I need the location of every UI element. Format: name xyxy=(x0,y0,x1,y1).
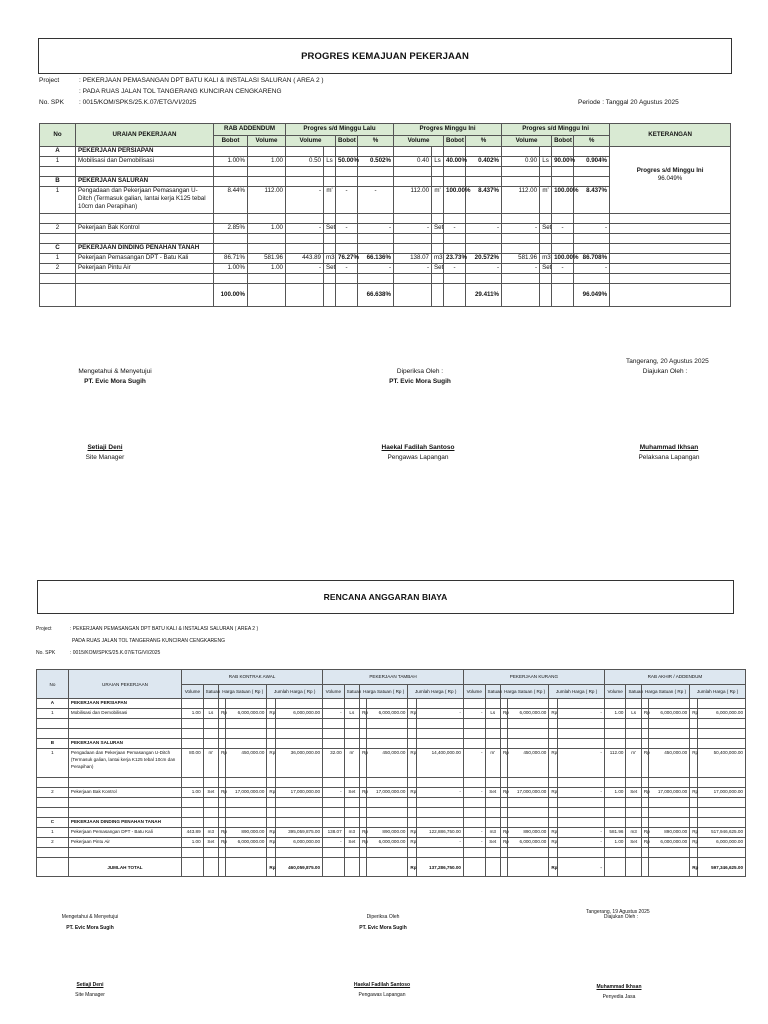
rab-date: Tangerang, 19 Agustus 2025 xyxy=(586,909,650,915)
table-cell: 581.96 xyxy=(604,828,626,838)
sub-harga: Harga Satuan ( Rp ) xyxy=(500,684,548,699)
table-cell: Rp xyxy=(408,838,416,848)
col-no: No xyxy=(40,124,76,147)
sub-satuan: Satuan xyxy=(485,684,500,699)
table-cell: C xyxy=(37,818,69,828)
table-cell: Pekerjaan Pintu Air xyxy=(68,838,181,848)
table-cell: Set xyxy=(626,838,641,848)
table-cell: Rp xyxy=(690,828,698,838)
table-cell: 6,000,000.00 xyxy=(226,709,267,719)
table-cell: - xyxy=(323,788,345,798)
table-cell: 1.00 xyxy=(604,838,626,848)
rab-sig-left: Mengetahui & Menyetujui PT. Evic Mora Sugih xyxy=(61,914,119,931)
table-cell: Ls xyxy=(203,709,218,719)
table-cell: 460,059,875.00 xyxy=(275,858,322,877)
table-cell: Rp xyxy=(360,788,367,798)
table-cell: Rp xyxy=(690,788,698,798)
rab-title: RENCANA ANGGARAN BIAYA xyxy=(37,580,734,614)
table-cell: 890,000.00 xyxy=(226,828,267,838)
table-cell: - xyxy=(416,709,463,719)
table-row xyxy=(37,749,746,778)
table-cell: Rp xyxy=(549,828,557,838)
table-cell: Rp xyxy=(408,749,416,778)
table-cell: PEKERJAAN PERSIAPAN xyxy=(68,699,181,709)
table-cell: Rp xyxy=(641,709,648,719)
col-akhir: RAB AKHIR / ADDENDUM xyxy=(604,670,745,685)
sub-volume: Volume xyxy=(323,684,345,699)
table-cell: 17,000,000.00 xyxy=(367,788,408,798)
table-cell: Rp xyxy=(500,828,507,838)
table-cell: 17,000,000.00 xyxy=(275,788,322,798)
sub-jumlah: Jumlah Harga ( Rp ) xyxy=(408,684,464,699)
col-lalu: Progres s/d Minggu Lalu xyxy=(286,124,394,136)
table-row: 1 Mobilisasi dan Demobilisasi 1.00% 1.00 0.50 Ls 50.00% 0.502% 0.40 Ls 40.00% 0.402% 0.90 Ls 90.00% 0.904% xyxy=(40,157,731,167)
col-rab: RAB ADDENDUM xyxy=(214,124,286,136)
table-cell: - xyxy=(463,838,485,848)
table-cell: 6,000,000.00 xyxy=(275,709,322,719)
table-cell: 17,000,000.00 xyxy=(649,788,690,798)
table-row xyxy=(37,818,746,828)
table-cell: Set xyxy=(203,838,218,848)
table-cell: Rp xyxy=(690,709,698,719)
sub-harga: Harga Satuan ( Rp ) xyxy=(641,684,689,699)
rab-sig-right: Diajukan Oleh : xyxy=(603,914,639,920)
table-cell: m3 xyxy=(203,828,218,838)
progress-header-row xyxy=(40,124,731,136)
table-cell: Rp xyxy=(267,709,275,719)
table-cell: - xyxy=(557,838,604,848)
keterangan-cell: Progres s/d Minggu Ini 96.049% xyxy=(610,167,731,214)
table-cell: 2 xyxy=(37,838,69,848)
table-cell: 6,000,000.00 xyxy=(698,709,746,719)
table-cell: 1.00 xyxy=(604,709,626,719)
table-row-empty xyxy=(37,798,746,808)
table-cell: Rp xyxy=(549,838,557,848)
col-uraian: URAIAN PEKERJAAN xyxy=(68,670,181,699)
table-row-empty xyxy=(40,274,731,284)
table-row: C PEKERJAAN DINDING PENAHAN TANAH xyxy=(40,244,731,254)
table-cell: Rp xyxy=(408,828,416,838)
col-kontrak-awal: RAB KONTRAK AWAL xyxy=(182,670,323,685)
table-cell: Rp xyxy=(690,858,698,877)
table-cell: Rp xyxy=(360,749,367,778)
rab-sig-mid: Diperiksa Oleh PT. Evic Mora Sugih xyxy=(359,914,407,931)
table-cell: Rp xyxy=(267,749,275,778)
sub-jumlah: Jumlah Harga ( Rp ) xyxy=(549,684,605,699)
table-row: 2 Pekerjaan Bak Kontrol 2.85% 1.00 - Set - - - Set - - - Set - - xyxy=(40,224,731,234)
table-cell: - xyxy=(416,788,463,798)
table-cell: Rp xyxy=(267,838,275,848)
table-cell: 2 xyxy=(37,788,69,798)
table-cell: Rp xyxy=(360,828,367,838)
table-row-empty xyxy=(37,729,746,739)
table-cell: 450,000.00 xyxy=(649,749,690,778)
progress-date: Tangerang, 20 Agustus 2025 xyxy=(626,358,709,365)
sub-pct: % xyxy=(574,135,610,147)
table-cell: 890,000.00 xyxy=(367,828,408,838)
table-cell: 6,000,000.00 xyxy=(508,709,549,719)
table-cell: Set xyxy=(485,838,500,848)
table-cell: m3 xyxy=(344,828,359,838)
progress-title: PROGRES KEMAJUAN PEKERJAAN xyxy=(38,38,732,74)
sub-satuan: Satuan xyxy=(626,684,641,699)
table-cell: Set xyxy=(626,788,641,798)
table-cell: - xyxy=(463,749,485,778)
table-cell: m' xyxy=(485,749,500,778)
sub-volume: Volume xyxy=(248,135,286,147)
rab-meta: Project : PEKERJAAN PEMASANGAN DPT BATU KALI & INSTALASI SALURAN ( AREA 2 ) PADA RUAS JALAN TOL TANGERANG KUNCIRAN CENGKARENG No. SPK : 0015/KOM/SPKS/25.K.07/ETG/VI/2025 xyxy=(36,626,259,656)
progress-meta: Project : PEKERJAAN PEMASANGAN DPT BATU KALI & INSTALASI SALURAN ( AREA 2 ) : PADA RUAS JALAN TOL TANGERANG KUNCIRAN CENGKARENG No. SPK : 0015/KOM/SPKS/25.K.07/ETG/VI/2025 xyxy=(39,77,324,106)
table-cell: - xyxy=(463,788,485,798)
table-cell: 517,946,625.00 xyxy=(698,828,746,838)
rab-table xyxy=(36,669,746,877)
table-cell: 1 xyxy=(37,828,69,838)
sub-harga: Harga Satuan ( Rp ) xyxy=(360,684,408,699)
sub-volume: Volume xyxy=(182,684,204,699)
table-row-empty xyxy=(40,214,731,224)
table-cell: Ls xyxy=(485,709,500,719)
table-cell: Rp xyxy=(549,788,557,798)
progress-total-row: 100.00% 66.638% 29.411% 96.049% xyxy=(40,284,731,307)
sub-satuan: Satuan xyxy=(203,684,218,699)
table-row-empty xyxy=(40,167,731,177)
rab-signer-mid: Haekal Fadilah Santoso Pengawas Lapangan xyxy=(353,982,411,998)
col-keterangan: KETERANGAN xyxy=(610,124,731,147)
progress-table xyxy=(39,123,731,307)
table-cell: Rp xyxy=(267,858,275,877)
table-cell: 14,400,000.00 xyxy=(416,749,463,778)
table-cell: Rp xyxy=(219,838,226,848)
sub-pct: % xyxy=(358,135,394,147)
table-cell: Ls xyxy=(344,709,359,719)
table-cell: 450,000.00 xyxy=(367,749,408,778)
table-cell: 450,000.00 xyxy=(226,749,267,778)
table-cell: Rp xyxy=(408,709,416,719)
col-no: No xyxy=(37,670,69,699)
table-row: A PEKERJAAN PERSIAPAN xyxy=(40,147,731,157)
table-cell: 122,886,750.00 xyxy=(416,828,463,838)
table-cell: Rp xyxy=(500,749,507,778)
table-cell: 112.00 xyxy=(604,749,626,778)
table-cell: m' xyxy=(626,749,641,778)
table-row-empty xyxy=(37,848,746,858)
table-cell: 890,000.00 xyxy=(508,828,549,838)
table-cell: Rp xyxy=(500,788,507,798)
rab-signer-left: Setiaji Deni Site Manager xyxy=(75,982,105,998)
table-cell: Rp xyxy=(219,709,226,719)
sub-volume: Volume xyxy=(463,684,485,699)
table-cell: 6,000,000.00 xyxy=(367,709,408,719)
table-cell: 443.89 xyxy=(182,828,204,838)
progress-sig-left: Mengetahui & Menyetujui PT. Evic Mora Sugih xyxy=(78,368,152,385)
table-row xyxy=(37,828,746,838)
table-cell: 17,000,000.00 xyxy=(508,788,549,798)
table-cell: - xyxy=(323,838,345,848)
table-row: 1 Pekerjaan Pemasangan DPT - Batu Kali 86.71% 581.96 443.89 m3 76.27% 66.136% 138.07 m3 23.73% 20.572% 581.96 m3 100.00% 86.708% xyxy=(40,254,731,264)
table-cell: 6,000,000.00 xyxy=(649,838,690,848)
table-cell: Ls xyxy=(626,709,641,719)
table-row xyxy=(37,788,746,798)
table-cell: 395,059,875.00 xyxy=(275,828,322,838)
table-row-empty xyxy=(37,808,746,818)
table-cell: 1.00 xyxy=(604,788,626,798)
rab-signer-right: Muhammad Ikhsan Penyedia Jasa xyxy=(596,984,642,1000)
progress-signer-mid: Haekal Fadilah Santoso Pengawas Lapangan xyxy=(381,444,455,461)
table-cell: - xyxy=(323,709,345,719)
table-cell: 36,000,000.00 xyxy=(275,749,322,778)
table-cell: 890,000.00 xyxy=(649,828,690,838)
sub-bobot: Bobot xyxy=(444,135,466,147)
table-cell: Rp xyxy=(549,709,557,719)
progress-signer-left: Setiaji Deni Site Manager xyxy=(85,444,125,461)
sub-volume: Volume xyxy=(502,135,552,147)
table-cell: 1.00 xyxy=(182,788,204,798)
table-cell: Rp xyxy=(641,749,648,778)
table-cell: 80.00 xyxy=(182,749,204,778)
table-row: 2 Pekerjaan Pintu Air 1.00% 1.00 - Set - - - Set - - - Set - - xyxy=(40,264,731,274)
sub-pct: % xyxy=(466,135,502,147)
table-row xyxy=(37,838,746,848)
sub-harga: Harga Satuan ( Rp ) xyxy=(219,684,267,699)
sub-volume: Volume xyxy=(394,135,444,147)
table-cell: Rp xyxy=(408,858,416,877)
sub-bobot: Bobot xyxy=(214,135,248,147)
col-ini: Progres Minggu Ini xyxy=(394,124,502,136)
table-cell: - xyxy=(463,828,485,838)
progress-signer-right: Muhammad Ikhsan Pelaksana Lapangan xyxy=(638,444,700,461)
table-cell: 138.07 xyxy=(323,828,345,838)
table-cell: m3 xyxy=(485,828,500,838)
table-row: B PEKERJAAN SALURAN xyxy=(40,177,731,187)
table-cell: Rp xyxy=(549,858,557,877)
table-cell: PEKERJAAN SALURAN xyxy=(68,739,181,749)
table-cell: B xyxy=(37,739,69,749)
table-cell: 1 xyxy=(37,749,69,778)
table-cell: Rp xyxy=(219,828,226,838)
table-cell: Rp xyxy=(219,788,226,798)
table-cell: Pekerjaan Bak Kontrol xyxy=(68,788,181,798)
table-row-empty xyxy=(37,778,746,788)
table-cell: Pekerjaan Pemasangan DPT - Batu Kali xyxy=(68,828,181,838)
table-cell: 17,000,000.00 xyxy=(226,788,267,798)
table-cell: - xyxy=(557,828,604,838)
table-cell: 6,000,000.00 xyxy=(367,838,408,848)
table-cell: 6,000,000.00 xyxy=(649,709,690,719)
sub-jumlah: Jumlah Harga ( Rp ) xyxy=(690,684,746,699)
table-cell: Set xyxy=(344,788,359,798)
table-cell: Rp xyxy=(641,838,648,848)
table-cell: Rp xyxy=(219,749,226,778)
progress-sig-mid: Diperiksa Oleh : PT. Evic Mora Sugih xyxy=(389,368,451,385)
table-cell: PEKERJAAN DINDING PENAHAN TANAH xyxy=(68,818,181,828)
table-cell: 6,000,000.00 xyxy=(508,838,549,848)
col-tambah: PEKERJAAN TAMBAH xyxy=(323,670,464,685)
table-cell: - xyxy=(416,838,463,848)
table-cell: A xyxy=(37,699,69,709)
table-row-empty xyxy=(40,234,731,244)
table-cell: Pengadaan dan Pekerjaan Pemasangan U-Ditch (Termasuk galian, lantai kerja K125 tebal 10cm dan Perapihan) xyxy=(68,749,181,778)
table-cell: Rp xyxy=(360,709,367,719)
table-cell: Rp xyxy=(549,749,557,778)
table-cell: - xyxy=(463,709,485,719)
table-cell: m' xyxy=(203,749,218,778)
table-cell: 32.00 xyxy=(323,749,345,778)
table-cell: 1 xyxy=(37,709,69,719)
table-cell: 50,400,000.00 xyxy=(698,749,746,778)
table-row xyxy=(37,699,746,709)
sub-bobot: Bobot xyxy=(336,135,358,147)
table-cell: 6,000,000.00 xyxy=(226,838,267,848)
table-row xyxy=(37,739,746,749)
table-cell: Set xyxy=(485,788,500,798)
col-kurang: PEKERJAAN KURANG xyxy=(463,670,604,685)
table-cell: - xyxy=(557,788,604,798)
table-cell: Rp xyxy=(267,788,275,798)
progress-sig-right: Diajukan Oleh : xyxy=(642,368,688,375)
table-row: 1 Pengadaan dan Pekerjaan Pemasangan U-Ditch (Termasuk galian, lantai kerja K125 tebal 10cm dan Perapihan) 8.44% 112.00 - m' - - 112.00 m' 100.00% 8.437% 112.00 m' 100.00% 8.437% xyxy=(40,187,731,214)
table-cell: m3 xyxy=(626,828,641,838)
table-cell: 597,346,625.00 xyxy=(698,858,746,877)
table-cell: - xyxy=(557,858,604,877)
table-row-empty xyxy=(37,719,746,729)
table-cell: Set xyxy=(344,838,359,848)
col-uraian: URAIAN PEKERJAAN xyxy=(76,124,214,147)
table-cell: Rp xyxy=(408,788,416,798)
sub-volume: Volume xyxy=(286,135,336,147)
table-cell: - xyxy=(557,709,604,719)
rab-header-row xyxy=(37,670,746,685)
table-cell: JUMLAH TOTAL xyxy=(68,858,181,877)
table-cell: 450,000.00 xyxy=(508,749,549,778)
table-cell: m' xyxy=(344,749,359,778)
table-cell: Rp xyxy=(641,828,648,838)
table-cell: Rp xyxy=(267,828,275,838)
table-cell: 137,286,750.00 xyxy=(416,858,463,877)
table-cell: 6,000,000.00 xyxy=(698,838,746,848)
table-cell: 1.00 xyxy=(182,709,204,719)
table-cell: 1.00 xyxy=(182,838,204,848)
sub-jumlah: Jumlah Harga ( Rp ) xyxy=(267,684,323,699)
sub-bobot: Bobot xyxy=(552,135,574,147)
sub-satuan: Satuan xyxy=(344,684,359,699)
table-cell: 17,000,000.00 xyxy=(698,788,746,798)
table-cell: Rp xyxy=(690,838,698,848)
table-cell: Rp xyxy=(690,749,698,778)
table-cell: Rp xyxy=(500,838,507,848)
table-cell: Rp xyxy=(360,838,367,848)
col-sd-ini: Progres s/d Minggu Ini xyxy=(502,124,610,136)
table-cell: Rp xyxy=(641,788,648,798)
table-cell: 6,000,000.00 xyxy=(275,838,322,848)
progress-periode: Periode : Tanggal 20 Agustus 2025 xyxy=(578,99,679,106)
table-row xyxy=(37,709,746,719)
table-cell: Set xyxy=(203,788,218,798)
rab-total-row xyxy=(37,858,746,877)
table-cell: - xyxy=(557,749,604,778)
sub-volume: Volume xyxy=(604,684,626,699)
table-cell: Mobilisasi dan Demobilisasi xyxy=(68,709,181,719)
table-cell: Rp xyxy=(500,709,507,719)
